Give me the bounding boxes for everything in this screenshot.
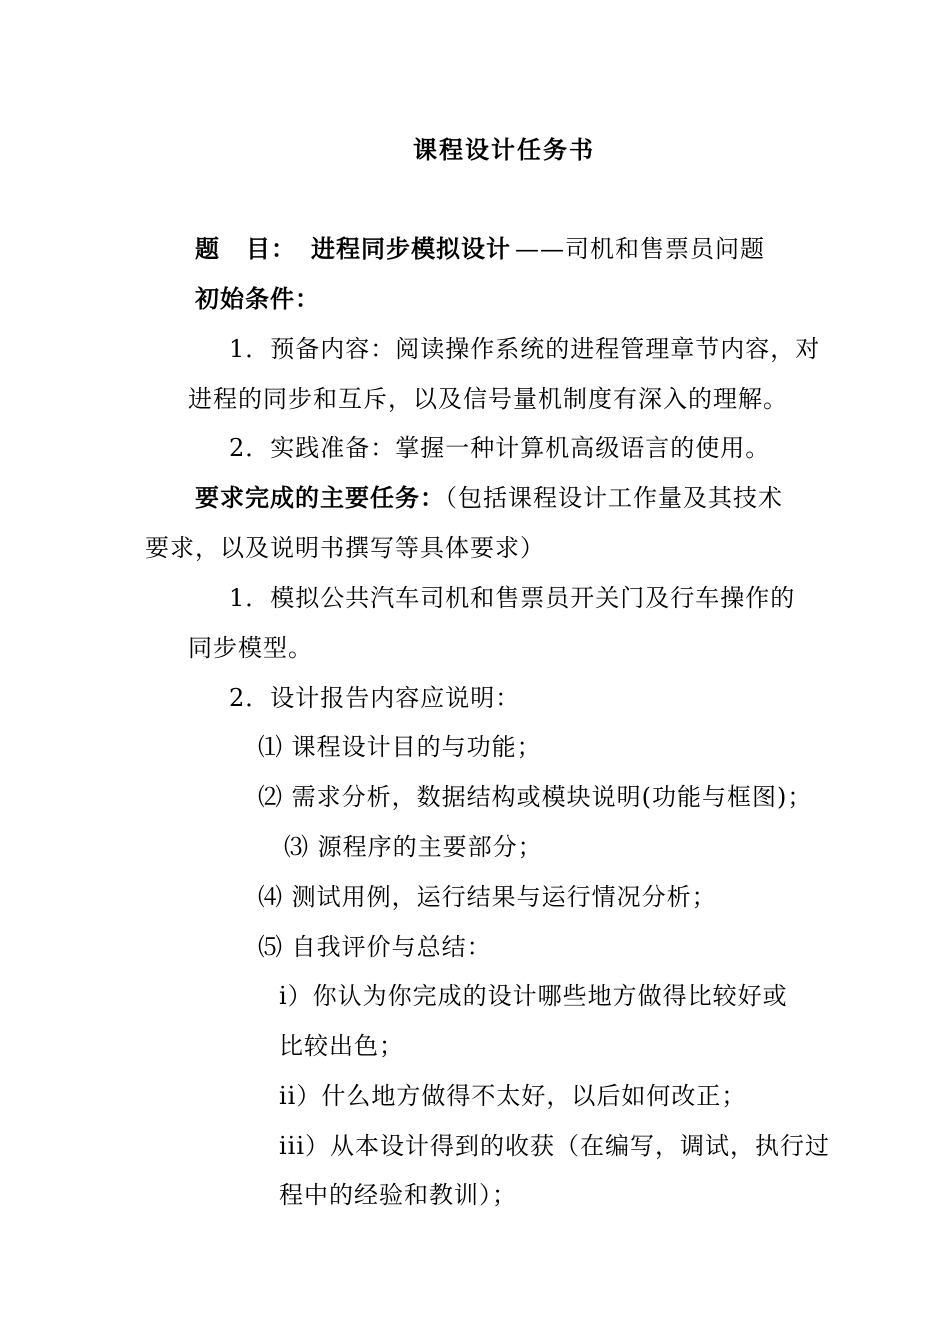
report-item-5: ⑸ 自我评价与总结： [258,933,492,961]
self-eval-ii: ii）什么地方做得不太好，以后如何改正； [279,1082,747,1110]
report-item-3: ⑶ 源程序的主要部分； [284,833,543,861]
report-item-1: ⑴ 课程设计目的与功能； [258,733,542,761]
task-item-1-line-2: 同步模型。 [188,634,313,662]
self-eval-iii-line-2: 程中的经验和教训）； [279,1181,517,1209]
tasks-heading: 要求完成的主要任务： [195,483,445,512]
subject-label-char-2: 目： [246,234,296,263]
initial-item-2: 2．实践准备：掌握一种计算机高级语言的使用。 [229,434,771,462]
tasks-heading-note: （包括课程设计工作量及其技术 [445,484,783,512]
task-item-2: 2．设计报告内容应说明： [229,684,521,712]
subject-title: 进程同步模拟设计 [311,234,511,263]
task-item-1-line-1: 1．模拟公共汽车司机和售票员开关门及行车操作的 [229,584,796,612]
report-item-4: ⑷ 测试用例，运行结果与运行情况分析； [258,883,717,911]
subject-subtitle: ——司机和售票员问题 [515,235,765,263]
tasks-heading-note-line-2: 要求，以及说明书撰写等具体要求） [145,534,545,562]
tasks-heading-line [195,482,783,514]
page-title: 课程设计任务书 [413,135,595,164]
self-eval-iii-line-1: iii）从本设计得到的收获（在编写，调试，执行过 [279,1132,831,1160]
initial-item-1-line-2: 进程的同步和互斥，以及信号量机制度有深入的理解。 [188,385,788,413]
initial-item-1-line-1: 1．预备内容：阅读操作系统的进程管理章节内容，对 [229,335,821,363]
self-eval-i-line-2: 比较出色； [279,1032,404,1060]
subject-label-char-1: 题 [195,234,220,263]
initial-conditions-heading: 初始条件： [195,284,320,313]
report-item-2: ⑵ 需求分析，数据结构或模块说明(功能与框图)； [258,783,813,811]
self-eval-i-line-1: i）你认为你完成的设计哪些地方做得比较好或 [279,982,788,1010]
subject-label [195,233,296,265]
